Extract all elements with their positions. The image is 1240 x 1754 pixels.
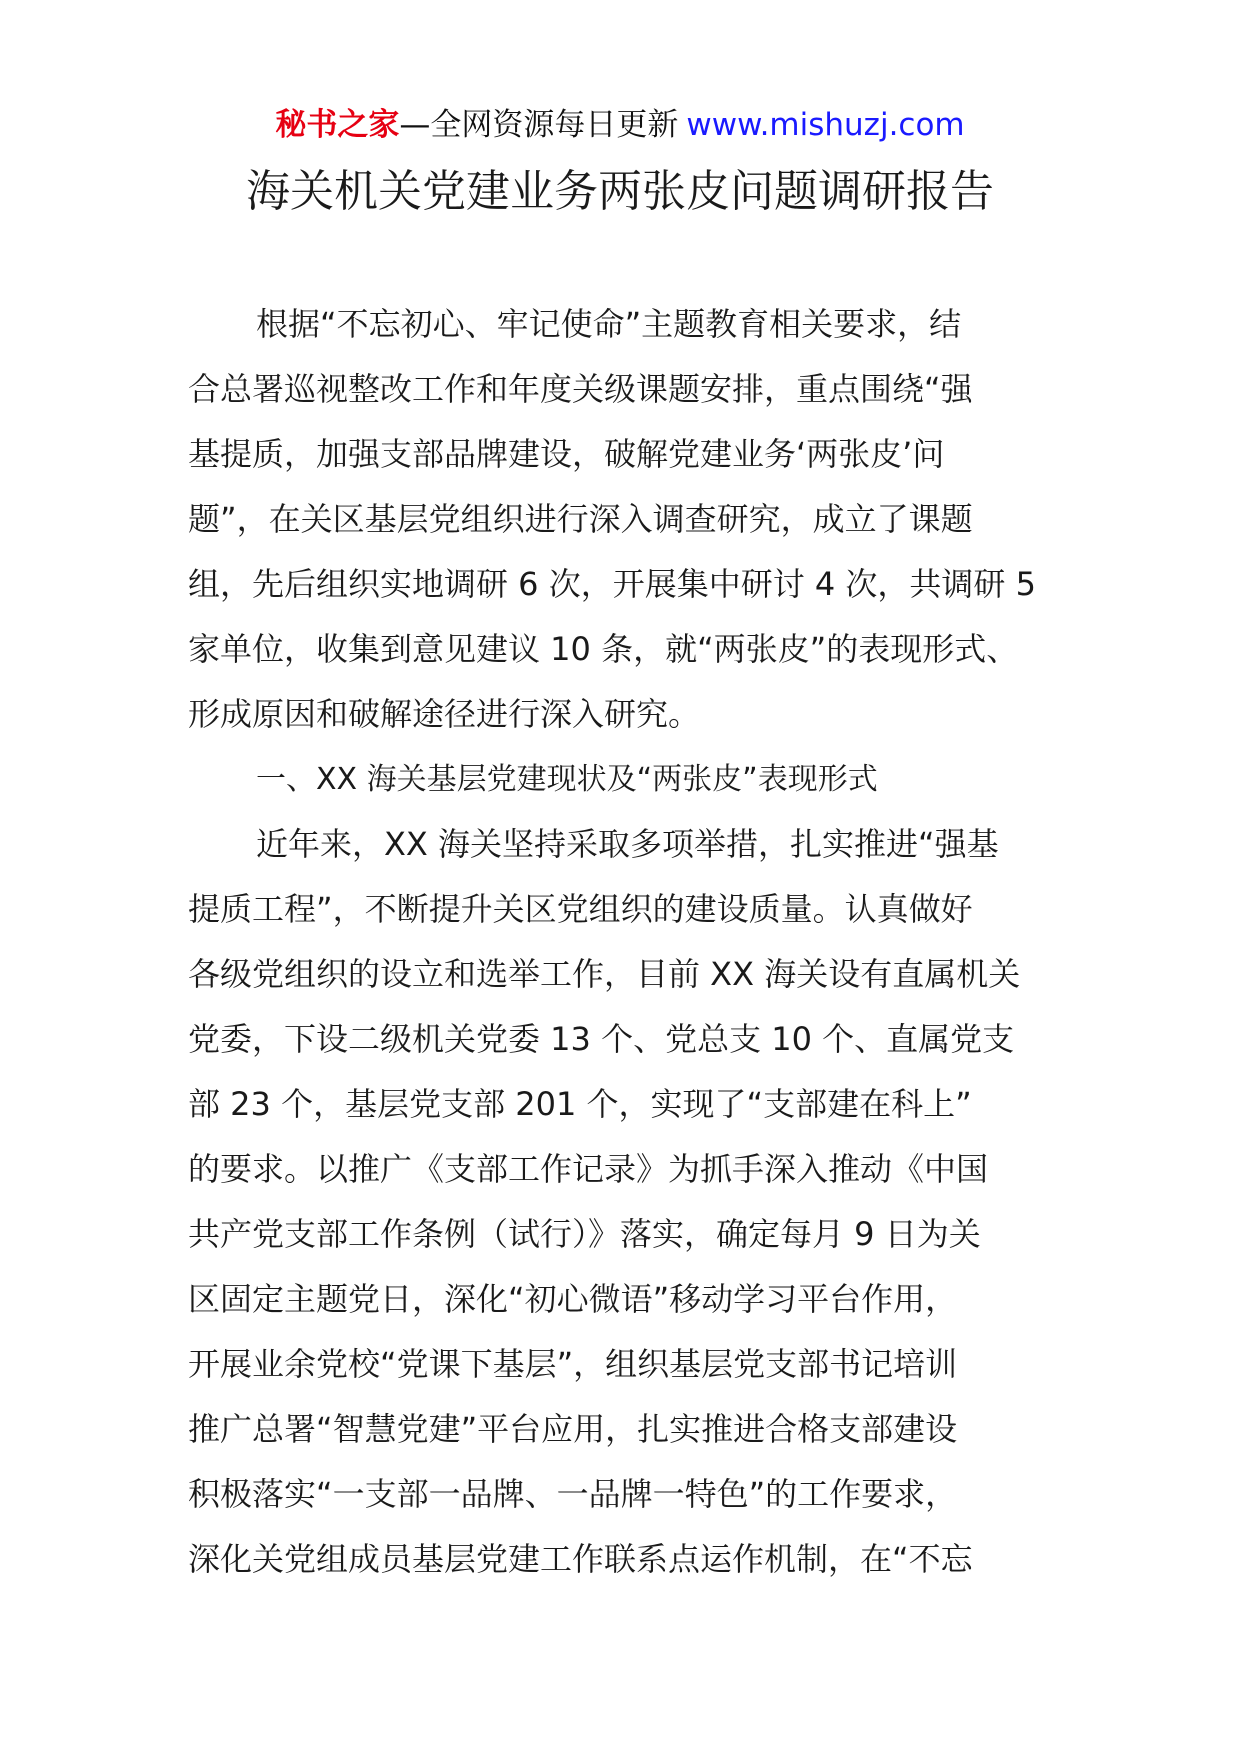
paragraph-line: 区固定主题党日，深化“初心微语”移动学习平台作用， <box>188 1280 958 1318</box>
document-title: 海关机关党建业务两张皮问题调研报告 <box>246 166 994 217</box>
paragraph-line: 形成原因和破解途径进行深入研究。 <box>188 695 701 733</box>
paragraph-line: 组，先后组织实地调研 6 次，开展集中研讨 4 次，共调研 5 <box>188 565 1036 603</box>
paragraph-line: 推广总署“智慧党建”平台应用，扎实推进合格支部建设 <box>188 1410 958 1448</box>
paragraph-line: 近年来，XX 海关坚持采取多项举措，扎实推进“强基 <box>256 825 999 863</box>
document-body <box>188 292 1068 1592</box>
paragraph-line: 共产党支部工作条例（试行）》落实，确定每月 9 日为关 <box>188 1215 981 1253</box>
paragraph-line: 党委，下设二级机关党委 13 个、党总支 10 个、直属党支 <box>188 1020 1015 1058</box>
paragraph-line: 开展业余党校“党课下基层”，组织基层党支部书记培训 <box>188 1345 958 1383</box>
paragraph-line: 合总署巡视整改工作和年度关级课题安排，重点围绕“强 <box>188 370 973 408</box>
section-heading: 一、XX 海关基层党建现状及“两张皮”表现形式 <box>256 762 878 797</box>
site-header <box>0 100 1240 150</box>
paragraph-line: 部 23 个，基层党支部 201 个，实现了“支部建在科上” <box>188 1085 972 1123</box>
site-brand: 秘书之家 <box>275 107 400 143</box>
paragraph-line: 各级党组织的设立和选举工作，目前 XX 海关设有直属机关 <box>188 955 1021 993</box>
paragraph-line: 根据“不忘初心、牢记使命”主题教育相关要求，结 <box>256 305 962 343</box>
site-tagline: —全网资源每日更新 <box>399 107 679 143</box>
paragraph-line: 题”，在关区基层党组织进行深入调查研究，成立了课题 <box>188 500 973 538</box>
paragraph-line: 积极落实“一支部一品牌、一品牌一特色”的工作要求， <box>188 1475 958 1513</box>
paragraph-line: 的要求。以推广《支部工作记录》为抓手深入推动《中国 <box>188 1150 989 1188</box>
paragraph-line: 提质工程”，不断提升关区党组织的建设质量。认真做好 <box>188 890 973 928</box>
paragraph-line: 深化关党组成员基层党建工作联系点运作机制，在“不忘 <box>188 1540 973 1578</box>
paragraph-line: 基提质，加强支部品牌建设，破解党建业务‘两张皮’问 <box>188 435 945 473</box>
site-url-link[interactable]: www.mishuzj.com <box>686 107 965 143</box>
paragraph-line: 家单位，收集到意见建议 10 条，就“两张皮”的表现形式、 <box>188 630 1019 668</box>
